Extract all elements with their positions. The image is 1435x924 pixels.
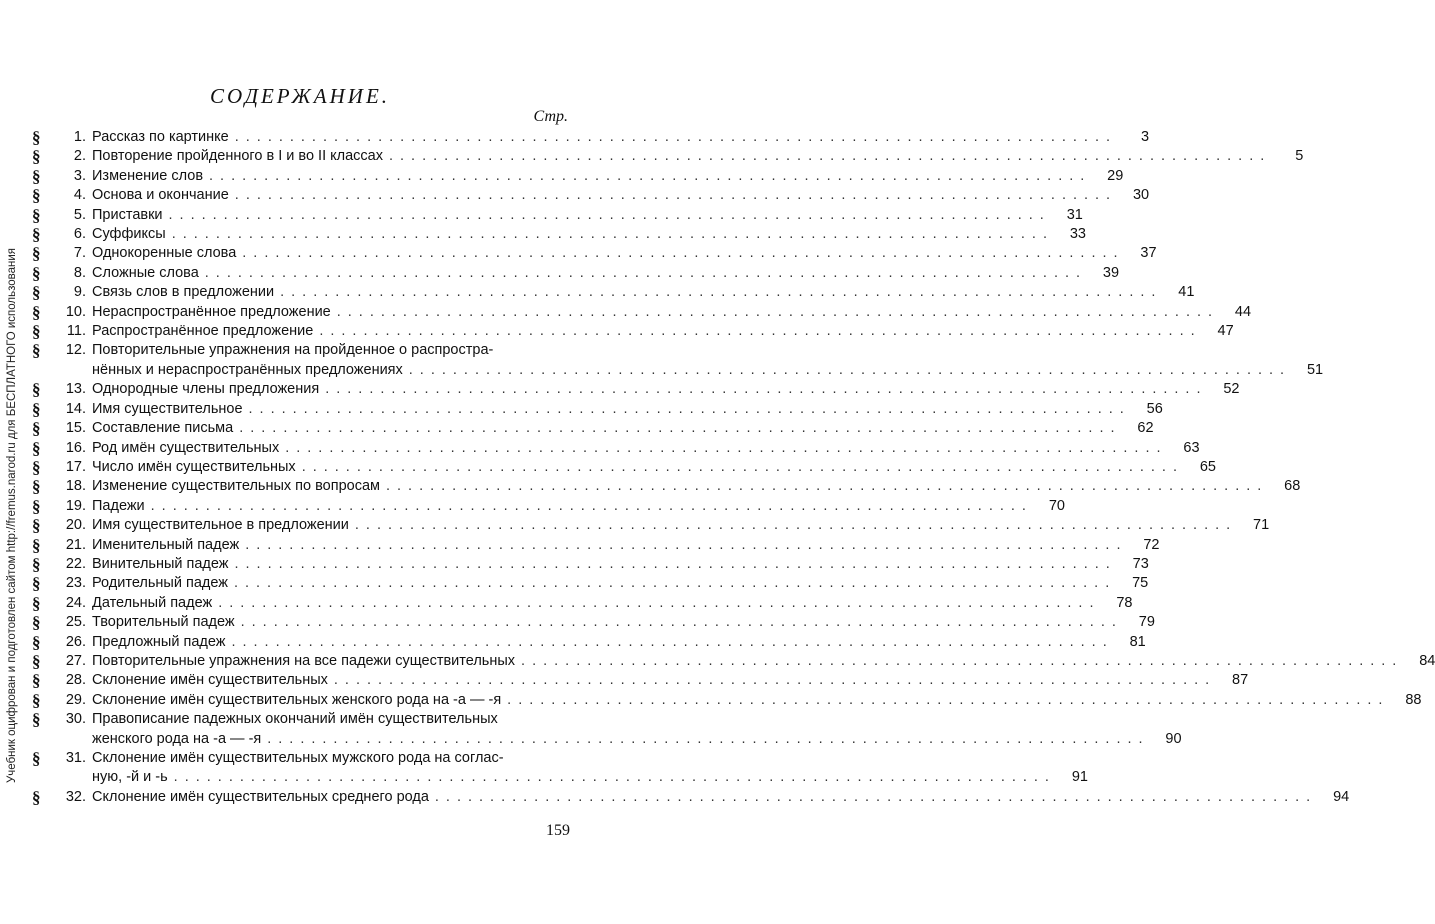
entry-number: 26. [65,633,86,650]
entry-number: 2. [73,148,86,165]
entry-body [92,477,1301,496]
entry-line [92,303,1252,322]
entry-number: 10. [65,303,86,320]
entry-line [92,380,1240,399]
entry-page: 90 [1165,730,1182,747]
entry-body [92,419,1154,438]
section-symbol: § [32,477,41,497]
dot-leader: ................................................................................ [173,769,1056,786]
toc-entry [32,380,1240,400]
entry-line [92,361,1324,380]
dot-leader: ................................................................................ [209,167,1092,184]
entry-page: 29 [1107,167,1124,184]
entry-body [92,574,1149,593]
page-number: 159 [546,822,570,839]
entry-line [92,167,1124,186]
entry-title: Однокоренные слова [92,245,237,262]
entry-body [92,458,1216,477]
section-symbol: § [32,554,41,574]
entry-line [92,477,1301,496]
entry-title: Составление письма [92,420,234,437]
entry-line [92,128,1150,147]
section-symbol: § [32,516,41,536]
entry-title: Родительный падеж [92,575,228,592]
entry-title: Предложный падеж [92,633,226,650]
entry-title: Именительный падеж [92,536,240,553]
toc-entry [32,186,1150,206]
toc-entry [32,322,1234,342]
entry-body [92,128,1150,147]
entry-body [92,283,1195,302]
toc-entry [32,244,1157,264]
dot-leader: ................................................................................ [280,284,1163,301]
section-symbol: § [32,438,41,458]
entry-body [92,671,1249,690]
section-symbol: § [32,419,41,439]
entry-body [92,186,1150,205]
dot-leader: ................................................................................ [231,633,1114,650]
dot-leader: ................................................................................ [336,303,1220,320]
entry-line [92,225,1086,244]
entry-line [92,186,1150,205]
section-symbol: § [32,574,41,594]
entry-line [92,710,568,729]
entry-line [92,691,1422,710]
entry-number: 24. [65,594,86,611]
entry-line [92,652,1435,671]
entry-number: 18. [65,478,86,495]
entry-page: 5 [1295,148,1304,165]
dot-leader: ................................................................................ [354,517,1238,534]
dot-leader: ................................................................................ [267,730,1150,747]
entry-body [92,613,1155,632]
entry-title: Нераспространённое предложение [92,303,331,320]
entry-number: 14. [65,400,86,417]
section-symbol: § [32,186,41,206]
entry-body [92,710,1182,749]
dot-leader: ................................................................................ [168,206,1051,223]
entry-title: Число имён существительных [92,458,296,475]
toc-entry [32,632,1146,652]
entry-number: 11. [66,323,86,340]
entry-page: 44 [1234,303,1252,320]
entry-body [92,303,1252,322]
section-symbol: § [32,787,41,807]
dot-leader: ................................................................................ [248,400,1131,417]
section-symbol: § [32,322,41,342]
entry-page: 72 [1143,536,1160,553]
entry-number: 21. [65,536,86,553]
dot-leader: ................................................................................ [204,264,1088,281]
entry-number: 27. [65,652,86,669]
toc-entry [32,205,1083,225]
section-symbol: § [32,283,41,303]
entry-title: Основа и окончание [92,187,229,204]
section-symbol: § [32,613,41,633]
entry-number: 19. [65,497,86,514]
toc-entry [32,341,1324,380]
entry-number: 17. [65,458,86,475]
entry-title: Изменение слов [92,167,204,184]
entry-body [92,380,1240,399]
entry-page: 62 [1137,420,1154,437]
entry-title: Суффиксы [92,226,166,243]
table-of-contents [32,128,1435,807]
entry-title: Рассказ по картинке [92,129,229,145]
entry-line [92,458,1216,477]
dot-leader: ................................................................................ [319,323,1202,340]
entry-page: 78 [1116,594,1133,611]
toc-entry [32,263,1120,283]
dot-leader: ................................................................................ [239,420,1122,437]
toc-entry [32,438,1200,458]
entry-number: 20. [65,517,86,534]
entry-body [92,749,1088,788]
toc-entry [32,671,1249,691]
entry-title: Изменение существительных по вопросам [92,478,380,495]
entry-line [92,439,1200,458]
entry-page: 30 [1132,187,1150,204]
toc-entry [32,477,1301,497]
entry-line [92,671,1249,690]
section-symbol: § [32,166,41,186]
entry-page: 37 [1140,245,1157,262]
entry-page: 73 [1132,555,1149,572]
toc-entry [32,690,1422,710]
dot-leader: ................................................................................ [325,381,1208,398]
entry-line [92,419,1154,438]
section-symbol: § [32,457,41,477]
entry-page: 81 [1129,633,1146,650]
entry-body [92,244,1157,263]
section-symbol: § [32,651,41,671]
section-symbol: § [32,147,41,167]
dot-leader: ................................................................................ [245,536,1128,553]
entry-page: 88 [1405,691,1422,708]
entry-title: ную, -й и -ь [92,769,168,786]
section-symbol: § [32,749,41,768]
section-symbol: § [32,302,41,322]
entry-number: 13. [65,381,86,398]
entry-line [92,283,1195,302]
toc-entry [32,613,1155,633]
entry-body [92,516,1270,535]
entry-number: 30. [65,711,86,728]
entry-title: Сложные слова [92,264,199,281]
toc-entry [32,419,1154,439]
entry-body [92,264,1120,283]
entry-number: 28. [65,672,86,689]
entry-title: Склонение имён существительных [92,672,328,689]
entry-title: нённых и нераспространённых предложениях [92,361,403,378]
entry-page: 47 [1217,323,1234,340]
dot-leader: ................................................................................ [234,187,1118,204]
entry-page: 87 [1232,672,1249,689]
entry-title: Винительный падеж [92,555,229,572]
section-symbol: § [32,128,41,147]
entry-title: Связь слов в предложении [92,284,275,301]
dot-leader: ................................................................................ [507,691,1390,708]
toc-entry [32,225,1086,245]
entry-page: 84 [1419,652,1435,669]
entry-page: 91 [1071,769,1088,786]
toc-entry [32,496,1065,516]
entry-title: Приставки [92,206,163,223]
toc-entry [32,787,1350,807]
toc-entry [32,147,1304,167]
entry-title: Склонение имён существительных женского рода на -а — -я [92,691,502,708]
entry-page: 3 [1140,129,1150,145]
entry-title: Творительный падеж [92,614,235,631]
entry-body [92,633,1146,652]
entry-title: женского рода на -а — -я [92,730,262,747]
entry-title: Повторение пройденного в I и во II классах [92,148,383,165]
entry-body [92,555,1149,574]
entry-line [92,341,568,360]
toc-entry [32,574,1149,594]
dot-leader: ................................................................................ [521,652,1404,669]
toc-entry [32,535,1160,555]
entry-page: 75 [1132,575,1149,592]
dot-leader: ................................................................................ [301,458,1184,475]
entry-title: Однородные члены предложения [92,381,320,398]
section-symbol: § [32,535,41,555]
toc-entry [32,128,1150,147]
entry-line [92,788,1350,807]
entry-body [92,497,1065,516]
toc-entry [32,516,1270,536]
toc-entry [32,166,1124,186]
dot-leader: ................................................................................ [285,439,1168,456]
entry-page: 52 [1223,381,1240,398]
dot-leader: ................................................................................ [233,575,1117,592]
entry-title: Склонение имён существительных среднего рода [92,788,429,805]
entry-page: 56 [1146,400,1163,417]
entry-number: 5. [73,206,86,223]
entry-body [92,536,1160,555]
section-symbol: § [32,380,41,400]
section-symbol: § [32,244,41,264]
entry-body [92,322,1234,341]
entry-page: 94 [1333,788,1350,805]
entry-number: 15. [65,420,86,437]
entry-line [92,555,1149,574]
entry-title: Имя существительное в предложении [92,517,349,534]
dot-leader: ................................................................................ [242,245,1125,262]
dot-leader: ................................................................................ [234,555,1117,572]
section-symbol: § [32,341,41,361]
toc-entry [32,302,1252,322]
entry-title: Дательный падеж [92,594,213,611]
entry-page: 70 [1048,497,1065,514]
toc-entry [32,554,1149,574]
entry-line [92,206,1083,225]
section-symbol: § [32,710,41,730]
section-symbol: § [32,496,41,516]
entry-title: Имя существительное [92,400,243,417]
section-symbol: § [32,225,41,245]
dot-leader: ................................................................................ [408,361,1292,378]
entry-number: 31. [65,750,86,766]
entry-page: 41 [1178,284,1195,301]
side-watermark [0,130,24,900]
entry-body [92,691,1422,710]
entry-page: 39 [1102,264,1120,281]
entry-body [92,594,1133,613]
section-symbol: § [32,671,41,691]
entry-number: 6. [73,226,86,243]
section-symbol: § [32,690,41,710]
entry-line [92,749,568,768]
section-symbol: § [32,632,41,652]
entry-line [92,633,1146,652]
entry-body [92,788,1350,807]
entry-number: 32. [65,788,86,805]
dot-leader: ................................................................................ [333,672,1217,689]
entry-number: 7. [73,245,86,262]
dot-leader: ................................................................................ [234,129,1118,145]
entry-number: 25. [65,614,86,631]
entry-number: 3. [73,167,86,184]
toc-entry [32,399,1163,419]
toc-entry [32,749,1088,788]
entry-body [92,400,1163,419]
entry-title: Падежи [92,497,145,514]
entry-body [92,167,1124,186]
entry-body [92,439,1200,458]
entry-line [92,244,1157,263]
dot-leader: ................................................................................ [434,788,1318,805]
entry-body [92,206,1083,225]
entry-body [92,652,1435,671]
entry-line [92,322,1234,341]
entry-number: 29. [65,691,86,708]
entry-line [92,613,1155,632]
entry-number: 9. [73,284,86,301]
entry-line [92,400,1163,419]
entry-page: 65 [1199,458,1216,475]
section-symbol: § [32,399,41,419]
dot-leader: ................................................................................ [240,614,1123,631]
entry-page: 33 [1069,226,1086,243]
dot-leader: ................................................................................ [150,497,1033,514]
dot-leader: ................................................................................ [386,478,1269,495]
entry-number: 1. [73,129,86,145]
entry-body [92,147,1304,166]
toc-entry [32,710,1182,749]
entry-title: Распространённое предложение [92,323,314,340]
entry-number: 16. [65,439,86,456]
entry-page: 71 [1253,517,1270,534]
section-symbol: § [32,263,41,283]
dot-leader: ................................................................................ [218,594,1101,611]
toc-entry [32,283,1195,303]
dot-leader: ................................................................................ [388,148,1272,165]
entry-page: 63 [1183,439,1200,456]
entry-line [92,594,1133,613]
entry-number: 4. [73,187,86,204]
entry-page: 68 [1284,478,1301,495]
page-title: СОДЕРЖАНИЕ. [209,84,391,108]
toc-entry [32,651,1435,671]
toc-entry [32,593,1133,613]
section-symbol: § [32,593,41,613]
entry-body [92,225,1086,244]
entry-line [92,574,1149,593]
entry-number: 12. [65,342,86,359]
entry-number: 23. [65,575,86,592]
entry-line [92,497,1065,516]
entry-number: 8. [73,264,86,281]
entry-line [92,730,1182,749]
entry-line [92,768,1088,787]
entry-title: Правописание падежных окончаний имён существительных [92,711,498,728]
entry-line [92,536,1160,555]
entry-body [92,341,1324,380]
entry-title: Повторительные упражнения на пройденное о распростра- [92,342,494,359]
section-symbol: § [32,205,41,225]
entry-page: 51 [1306,361,1324,378]
entry-title: Склонение имён существительных мужского рода на соглас- [92,750,504,766]
entry-title: Повторительные упражнения на все падежи существительных [92,652,516,669]
entry-line [92,264,1120,283]
entry-number: 22. [65,555,86,572]
toc-entry [32,457,1216,477]
entry-page: 79 [1138,614,1155,631]
side-watermark-text: Учебник оцифрован и подготовлен сайтом http://fremus.narod.ru для БЕСПЛАТНОГО использования [6,247,18,783]
entry-line [92,516,1270,535]
entry-page: 31 [1066,206,1083,223]
entry-line [92,147,1304,166]
page-column-label: Стр. [533,108,568,125]
dot-leader: ................................................................................ [171,226,1054,243]
entry-title: Род имён существительных [92,439,280,456]
